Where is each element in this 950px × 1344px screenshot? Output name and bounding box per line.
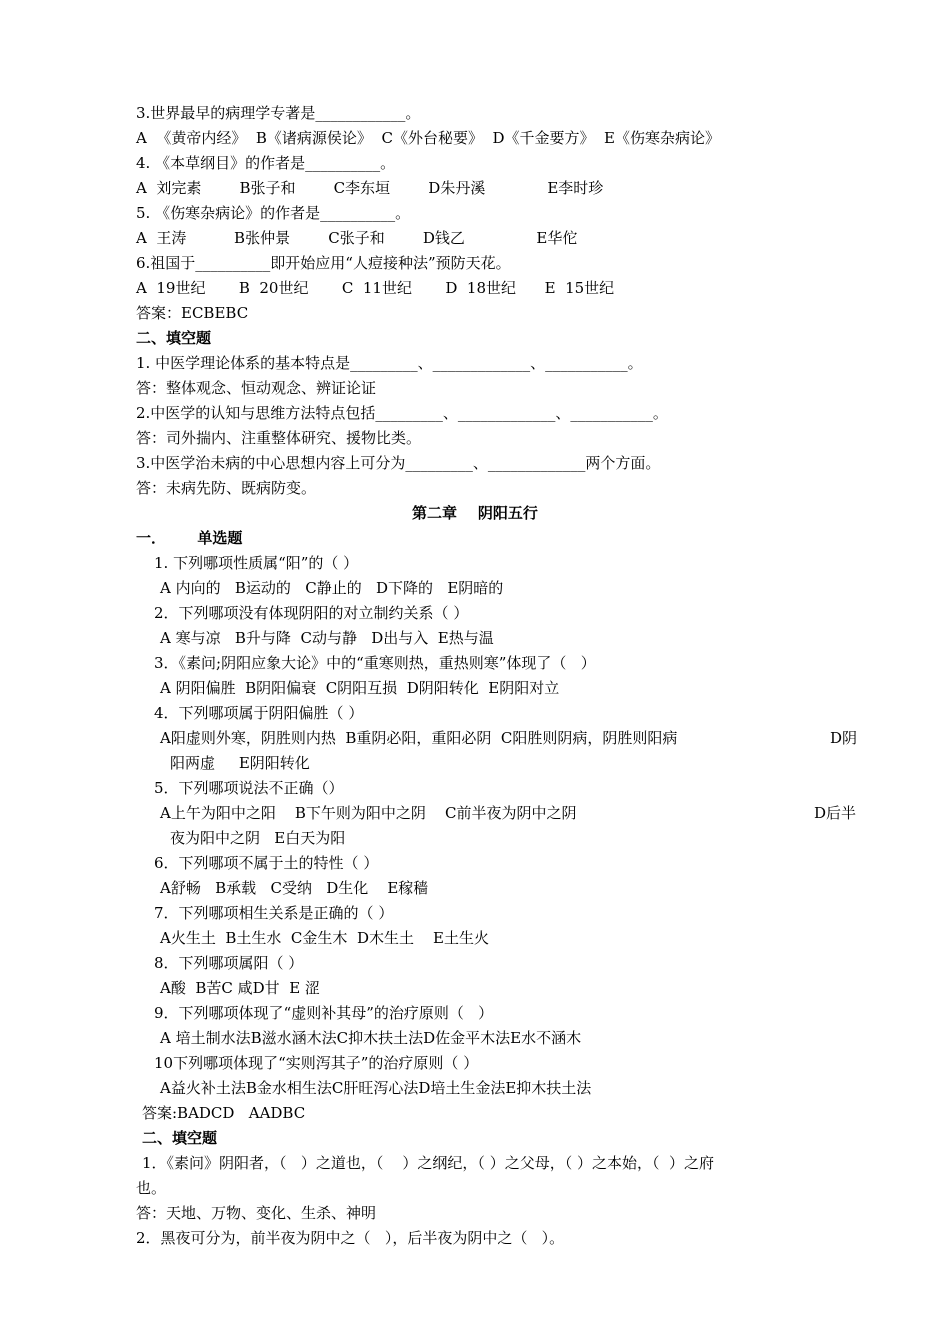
mc-question-4-options-cont: 阳两虚 E阴阳转化 bbox=[170, 754, 310, 772]
mc-question-5-options: A上午为阳中之阳 B下午则为阳中之阴 C前半夜为阴中之阴 bbox=[160, 804, 577, 822]
answer-key: 答案：ECBEBC bbox=[136, 304, 249, 322]
mc-question-10-options: A益火补土法B金水相生法C肝旺泻心法D培土生金法E抑木扶土法 bbox=[160, 1079, 592, 1097]
mc-question-3-options: A 阴阳偏胜 B阴阳偏衰 C阴阳互损 D阴阳转化 E阴阳对立 bbox=[160, 679, 560, 697]
fill-answer-2: 答：司外揣内、注重整体研究、援物比类。 bbox=[136, 429, 422, 447]
section-heading-fill-blank: 二、填空题 bbox=[136, 329, 212, 347]
fill-question-3: 3.中医学治未病的中心思想内容上可分为_________、_____________两个方面。 bbox=[136, 454, 661, 472]
mc-answer-key: 答案:BADCD AADBC bbox=[142, 1104, 306, 1122]
question-5: 5. 《伤寒杂病论》的作者是__________。 bbox=[136, 204, 411, 222]
mc-question-1-options: A 内向的 B运动的 C静止的 D下降的 E阴暗的 bbox=[160, 579, 504, 597]
question-4: 4. 《本草纲目》的作者是__________。 bbox=[136, 154, 396, 172]
chapter-title: 第二章 阴阳五行 bbox=[412, 504, 538, 522]
mc-question-6-options: A舒畅 B承载 C受纳 D生化 E稼穑 bbox=[160, 879, 429, 897]
section-heading-fill-blank-2: 二、填空题 bbox=[142, 1129, 218, 1147]
mc-question-2-options: A 寒与凉 B升与降 C动与静 D出与入 E热与温 bbox=[160, 629, 494, 647]
question-3-options: A 《黄帝内经》 B《诸病源侯论》 C《外台秘要》 D《千金要方》 E《伤寒杂病论》 bbox=[136, 129, 720, 147]
mc-question-3: 3．《素问;阴阳应象大论》中的“重寒则热，重热则寒”体现了（ ） bbox=[154, 654, 596, 672]
mc-question-6: 6．下列哪项不属于土的特性（ ） bbox=[154, 854, 379, 872]
question-4-options: A 刘完素 B张子和 C李东垣 D朱丹溪 E李时珍 bbox=[136, 179, 604, 197]
mc-question-7-options: A火生土 B土生水 C金生木 D木生土 E土生火 bbox=[160, 929, 489, 947]
mc-question-7: 7．下列哪项相生关系是正确的（ ） bbox=[154, 904, 394, 922]
fill2-question-2: 2．黑夜可分为，前半夜为阴中之（ ），后半夜为阴中之（ ）。 bbox=[136, 1229, 565, 1247]
mc-question-4: 4．下列哪项属于阴阳偏胜（ ） bbox=[154, 704, 364, 722]
mc-question-9: 9．下列哪项体现了“虚则补其母”的治疗原则（ ） bbox=[154, 1004, 494, 1022]
fill2-question-1-cont: 也。 bbox=[136, 1179, 167, 1197]
fill-question-2: 2.中医学的认知与思维方法特点包括_________、_____________、___________。 bbox=[136, 404, 668, 422]
question-6: 6.祖国于__________即开始应用“人痘接种法”预防天花。 bbox=[136, 254, 511, 272]
mc-question-8-options: A酸 B苦C 咸D甘 E 涩 bbox=[160, 979, 320, 997]
mc-question-2: 2．下列哪项没有体现阴阳的对立制约关系（ ） bbox=[154, 604, 469, 622]
question-6-options: A 19世纪 B 20世纪 C 11世纪 D 18世纪 E 15世纪 bbox=[136, 279, 615, 297]
fill-answer-3: 答：未病先防、既病防变。 bbox=[136, 479, 317, 497]
mc-question-10: 10下列哪项体现了“实则泻其子”的治疗原则（ ） bbox=[154, 1054, 479, 1072]
mc-question-4-options: A阳虚则外寒，阴胜则内热 B重阴必阳，重阳必阴 C阳胜则阴病，阴胜则阳病 bbox=[160, 729, 678, 747]
fill-answer-1: 答：整体观念、恒动观念、辨证论证 bbox=[136, 379, 377, 397]
fill-question-1: 1. 中医学理论体系的基本特点是_________、_____________、___________。 bbox=[136, 354, 643, 372]
mc-question-8: 8．下列哪项属阳（ ） bbox=[154, 954, 304, 972]
mc-question-4-option-d-start: D阴 bbox=[830, 729, 858, 747]
mc-question-5: 5．下列哪项说法不正确（） bbox=[154, 779, 344, 797]
mc-question-1: 1. 下列哪项性质属“阳”的（ ） bbox=[154, 554, 359, 572]
question-3: 3.世界最早的病理学专著是____________。 bbox=[136, 104, 421, 122]
fill2-question-1: 1．《素问》阴阳者，（ ）之道也，（ ）之纲纪，（ ）之父母，（ ）之本始，（ ）之府 bbox=[142, 1154, 714, 1172]
fill2-answer-1: 答：天地、万物、变化、生杀、神明 bbox=[136, 1204, 377, 1222]
mc-question-9-options: A 培土制水法B滋水涵木法C抑木扶土法D佐金平木法E水不涵木 bbox=[160, 1029, 582, 1047]
question-5-options: A 王涛 B张仲景 C张子和 D钱乙 E华佗 bbox=[136, 229, 578, 247]
mc-question-5-option-d-start: D后半 bbox=[814, 804, 857, 822]
section-heading-single-choice: 一． 单选题 bbox=[136, 529, 243, 547]
mc-question-5-options-cont: 夜为阳中之阴 E白天为阳 bbox=[170, 829, 346, 847]
